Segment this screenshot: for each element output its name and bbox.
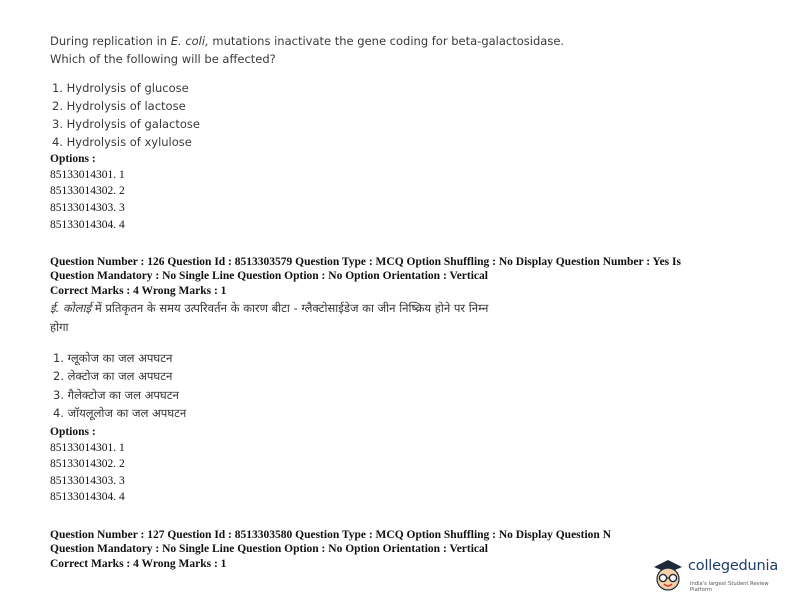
q1-stem-pre: During replication in — [50, 34, 171, 48]
q2-options-label: Options : — [50, 426, 96, 438]
q2-meta-line2: Question Mandatory : No Single Line Question Option : No Option Orientation : Vertical — [50, 270, 488, 282]
q2-stem-line2: होगा — [50, 320, 69, 334]
q2-stem-italic: ई. कोलाई — [50, 301, 92, 315]
collegedunia-logo — [650, 553, 788, 601]
q1-options-label: Options : — [50, 153, 96, 165]
student-mascot-icon — [650, 555, 686, 595]
q2-choice-1: 1. ग्लूकोज का जल अपघटन — [53, 351, 173, 365]
q2-stem-post: में प्रतिकृतन के समय उत्परिवर्तन के कारण बीटा - ग्लैक्टोसाईडेज का जीन निष्क्रिय होने पर निम्न — [91, 301, 489, 315]
q2-option-3: 85133014303. 3 — [50, 475, 125, 487]
q1-stem-line1 — [50, 34, 564, 48]
q2-choice-3: 3. गैलेक्टोज का जल अपघटन — [53, 388, 179, 402]
q3-meta-line1: Question Number : 127 Question Id : 8513303580 Question Type : MCQ Option Shuffling : No Display Question N — [50, 529, 612, 541]
q2-option-4: 85133014304. 4 — [50, 491, 125, 503]
q1-choice-3: 3. Hydrolysis of galactose — [52, 117, 200, 131]
q2-stem-line1 — [50, 301, 488, 316]
q2-marks: Correct Marks : 4 Wrong Marks : 1 — [50, 285, 227, 297]
q3-meta-line2: Question Mandatory : No Single Line Question Option : No Option Orientation : Vertical — [50, 543, 488, 555]
q1-option-4: 85133014304. 4 — [50, 219, 125, 231]
q1-option-1: 85133014301. 1 — [50, 169, 125, 181]
q2-choice-4: 4. जॉयलूलोज का जल अपघटन — [53, 406, 187, 420]
logo-wordmark: collegedunia — [688, 558, 779, 574]
q1-stem-line2: Which of the following will be affected? — [50, 52, 276, 66]
q2-option-1: 85133014301. 1 — [50, 442, 125, 454]
q2-choice-2: 2. लेक्टोज का जल अपघटन — [53, 369, 173, 383]
q3-marks: Correct Marks : 4 Wrong Marks : 1 — [50, 558, 227, 570]
q2-meta-line1: Question Number : 126 Question Id : 8513303579 Question Type : MCQ Option Shuffling : No Display Question Number : Yes Is — [50, 256, 681, 268]
q1-choice-4: 4. Hydrolysis of xylulose — [52, 135, 192, 149]
q1-option-3: 85133014303. 3 — [50, 202, 125, 214]
q1-choice-2: 2. Hydrolysis of lactose — [52, 99, 186, 113]
q2-option-2: 85133014302. 2 — [50, 458, 125, 470]
q1-stem-italic: E. coli, — [170, 34, 209, 48]
q1-stem-post: mutations inactivate the gene coding for beta-galactosidase. — [208, 34, 565, 48]
q1-choice-1: 1. Hydrolysis of glucose — [52, 81, 189, 95]
q1-option-2: 85133014302. 2 — [50, 185, 125, 197]
logo-tagline: India's largest Student Review Platform — [690, 581, 769, 593]
